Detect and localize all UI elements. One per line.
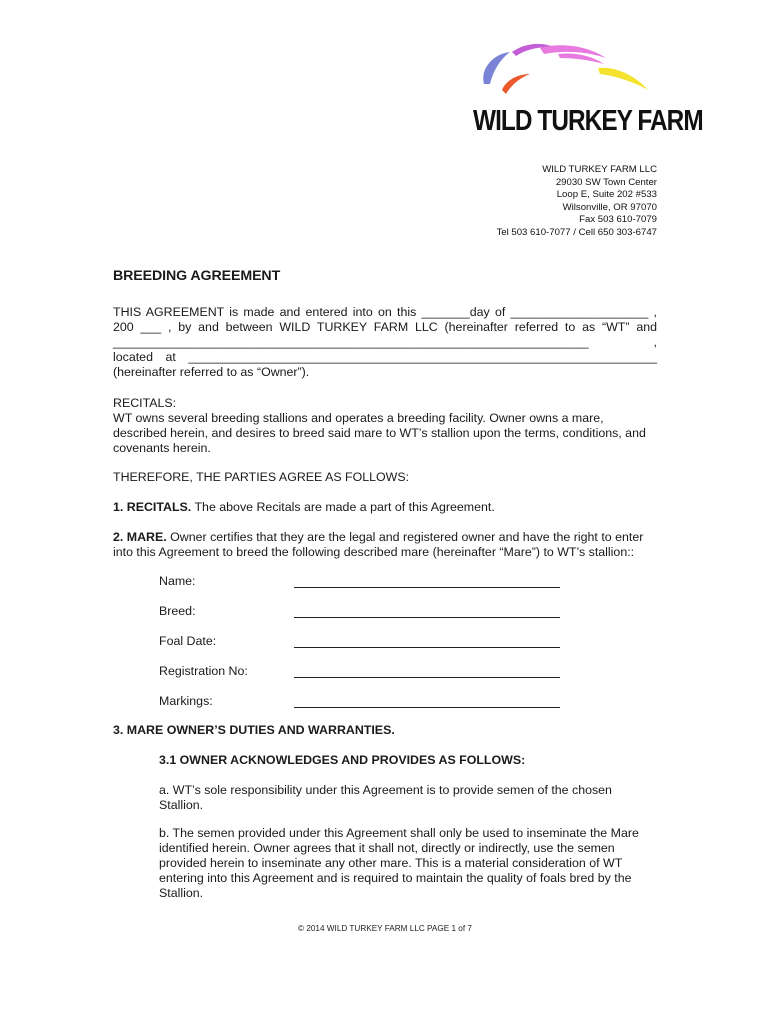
mare-details-form (159, 574, 569, 724)
field-label: Foal Date: (159, 634, 217, 648)
address-city: Wilsonville, OR 97070 (562, 201, 657, 213)
phone-numbers: Tel 503 610-7077 / Cell 650 303-6747 (496, 226, 657, 238)
mare-field-markings (159, 694, 569, 724)
foal-date-blank-line[interactable] (294, 647, 560, 648)
recitals-line: WT owns several breeding stallions and operates a breeding facility. Owner owns a mare, (113, 411, 604, 425)
intro-line: _____________________________________________________________________ , (113, 335, 657, 349)
clause-b (159, 826, 639, 901)
recitals-line: covenants herein. (113, 441, 211, 455)
mare-field-breed (159, 604, 569, 634)
fax-number: Fax 503 610-7079 (579, 214, 657, 226)
address-suite: Loop E, Suite 202 #533 (556, 189, 657, 201)
field-label: Name: (159, 574, 196, 588)
section-3-1-heading: 3.1 OWNER ACKNOWLEDGES AND PROVIDES AS FOLLOWS: (159, 753, 526, 767)
turkey-feathers-icon (470, 40, 660, 104)
address-street: 29030 SW Town Center (555, 176, 657, 188)
intro-line: (hereinafter referred to as “Owner”). (113, 365, 310, 379)
therefore-statement: THEREFORE, THE PARTIES AGREE AS FOLLOWS: (113, 470, 410, 484)
field-label: Registration No: (159, 664, 248, 678)
clause-b-line: provided herein to inseminate any other mare. This is a material consideration of WT (159, 856, 623, 870)
logo-wordmark: WILD TURKEY FARM (473, 105, 703, 137)
intro-paragraph (113, 305, 657, 380)
clause-a (159, 783, 639, 813)
document-title: BREEDING AGREEMENT (113, 268, 281, 284)
name-blank-line[interactable] (294, 587, 560, 588)
section-2-text: Owner certifies that they are the legal and registered owner and have the right to enter (166, 530, 644, 544)
clause-a-line: a. WT’s sole responsibility under this Agreement is to provide semen of the chosen (159, 783, 612, 797)
mare-field-name (159, 574, 569, 604)
recitals-paragraph (113, 396, 657, 456)
intro-line: 200 ___ , by and between WILD TURKEY FARM LLC (hereinafter referred to as “WT” and (113, 320, 657, 334)
clause-b-line: b. The semen provided under this Agreement shall only be used to inseminate the Mare (159, 826, 639, 840)
section-2-label: 2. MARE. (113, 530, 167, 544)
section-3-heading: 3. MARE OWNER’S DUTIES AND WARRANTIES. (113, 723, 395, 737)
mare-field-foal-date (159, 634, 569, 664)
clause-b-line: Stallion. (159, 886, 204, 900)
markings-blank-line[interactable] (294, 707, 560, 708)
recitals-line: described herein, and desires to breed said mare to WT’s stallion upon the terms, conditions, and (113, 426, 646, 440)
clause-b-line: identified herein. Owner agrees that it shall not, directly or indirectly, use the semen (159, 841, 615, 855)
company-address-block (496, 164, 657, 240)
section-2 (113, 530, 657, 560)
field-label: Markings: (159, 694, 213, 708)
company-name: WILD TURKEY FARM LLC (542, 164, 657, 175)
page-footer: © 2014 WILD TURKEY FARM LLC PAGE 1 of 7 (298, 924, 472, 933)
section-1-label: 1. RECITALS. (113, 500, 192, 514)
section-1-text: The above Recitals are made a part of this Agreement. (191, 500, 495, 514)
mare-field-registration (159, 664, 569, 694)
farm-logo (470, 40, 703, 145)
section-2-text: into this Agreement to breed the following described mare (hereinafter “Mare”) to WT’s stallion:: (113, 545, 635, 559)
registration-blank-line[interactable] (294, 677, 560, 678)
intro-line: located at ____________________________________________________________________ (113, 350, 657, 364)
section-1 (113, 500, 657, 515)
recitals-heading: RECITALS: (113, 396, 177, 410)
clause-b-line: entering into this Agreement and is required to maintain the quality of foals bred by the (159, 871, 632, 885)
breed-blank-line[interactable] (294, 617, 560, 618)
clause-a-line: Stallion. (159, 798, 204, 812)
intro-line: THIS AGREEMENT is made and entered into on this _______day of ____________________ , (113, 305, 657, 319)
field-label: Breed: (159, 604, 196, 618)
